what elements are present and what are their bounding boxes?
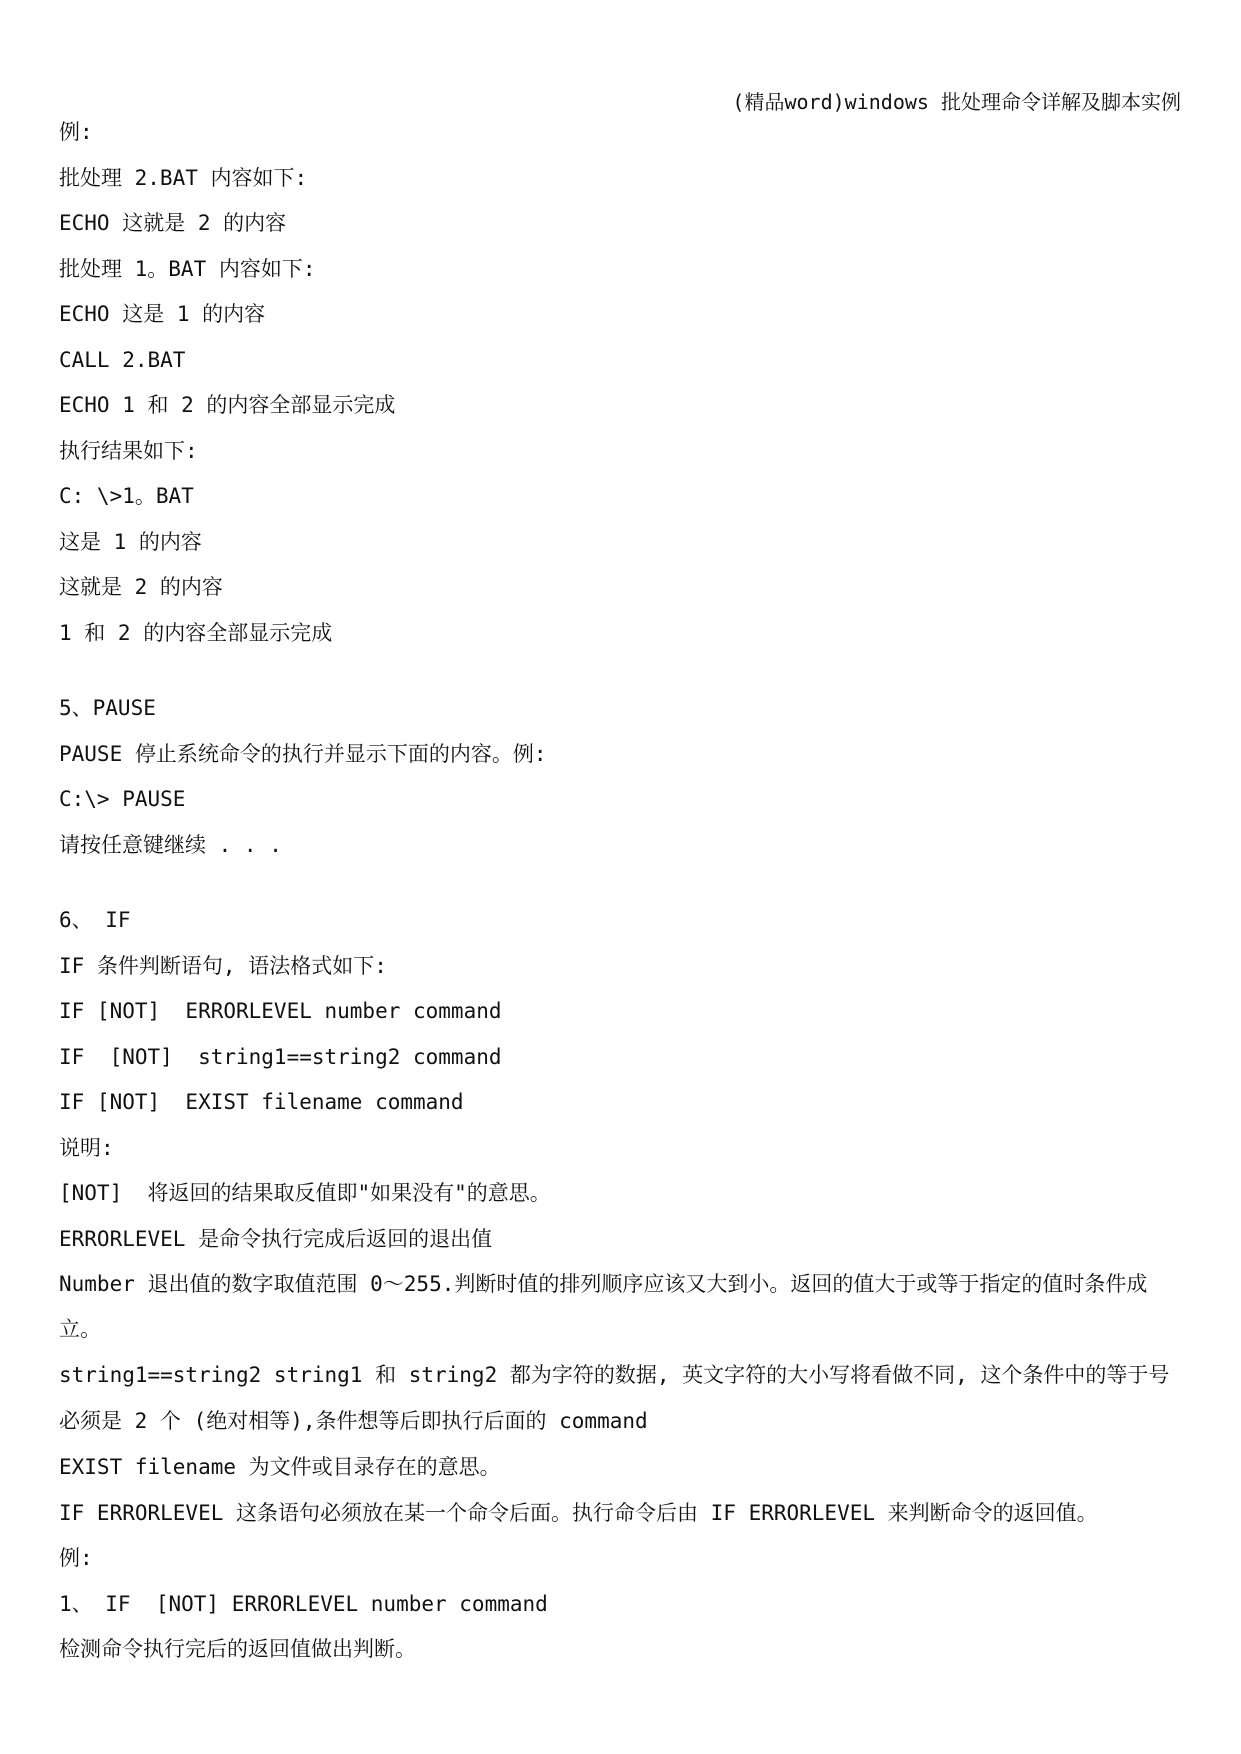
text-line: PAUSE 停止系统命令的执行并显示下面的内容。例: bbox=[59, 741, 547, 766]
text-line: EXIST filename 为文件或目录存在的意思。 bbox=[59, 1455, 501, 1479]
text-line: 批处理 2.BAT 内容如下: bbox=[59, 165, 308, 190]
pause-section bbox=[59, 694, 1189, 859]
output-line: 请按任意键继续 . . . bbox=[59, 832, 282, 857]
section-heading: 6、 IF bbox=[59, 908, 131, 932]
output-line: 1 和 2 的内容全部显示完成 bbox=[59, 620, 333, 645]
section-heading: 5、PAUSE bbox=[59, 696, 156, 720]
running-header: (精品word)windows 批处理命令详解及脚本实例 bbox=[732, 90, 1181, 114]
if-section bbox=[59, 906, 1189, 1663]
output-line: C: \>1。BAT bbox=[59, 484, 194, 508]
text-line: 检测命令执行完后的返回值做出判断。 bbox=[59, 1637, 416, 1661]
code-line: ECHO 1 和 2 的内容全部显示完成 bbox=[59, 393, 396, 417]
code-line: ECHO 这就是 2 的内容 bbox=[59, 211, 287, 235]
text-paragraph: Number 退出值的数字取值范围 0～255.判断时值的排列顺序应该又大到小。返回的值大于或等于指定的值时条件成立。 bbox=[59, 1271, 1148, 1341]
syntax-line: IF [NOT] string1==string2 command bbox=[59, 1044, 502, 1069]
text-line: [NOT] 将返回的结果取反值即"如果没有"的意思。 bbox=[59, 1181, 551, 1205]
document-body bbox=[59, 118, 1189, 1681]
call-example-block bbox=[59, 118, 1189, 647]
syntax-line: IF [NOT] EXIST filename command bbox=[59, 1090, 464, 1114]
text-line: IF ERRORLEVEL 这条语句必须放在某一个命令后面。执行命令后由 IF ERRORLEVEL 来判断命令的返回值。 bbox=[59, 1500, 1098, 1525]
syntax-line: IF [NOT] ERRORLEVEL number command bbox=[59, 999, 502, 1023]
syntax-line: 1、 IF [NOT] ERRORLEVEL number command bbox=[59, 1591, 548, 1616]
section-gap bbox=[59, 664, 1189, 694]
code-line: C:\> PAUSE bbox=[59, 787, 186, 811]
output-line: 这是 1 的内容 bbox=[59, 529, 202, 554]
text-line: 批处理 1。BAT 内容如下: bbox=[59, 256, 316, 281]
text-line: 例: bbox=[59, 120, 93, 144]
text-line: IF 条件判断语句, 语法格式如下: bbox=[59, 953, 387, 978]
code-line: ECHO 这是 1 的内容 bbox=[59, 302, 266, 326]
text-line: 例: bbox=[59, 1546, 93, 1570]
text-paragraph: string1==string2 string1 和 string2 都为字符的数据, 英文字符的大小写将看做不同, 这个条件中的等于号必须是 2 个 (绝对相等),条件想等后即执行后面的 command bbox=[59, 1363, 1170, 1433]
text-line: 执行结果如下: bbox=[59, 438, 198, 463]
text-line: ERRORLEVEL 是命令执行完成后返回的退出值 bbox=[59, 1226, 493, 1251]
section-gap bbox=[59, 876, 1189, 906]
text-line: 说明: bbox=[59, 1135, 114, 1160]
output-line: 这就是 2 的内容 bbox=[59, 575, 223, 599]
code-line: CALL 2.BAT bbox=[59, 347, 186, 372]
